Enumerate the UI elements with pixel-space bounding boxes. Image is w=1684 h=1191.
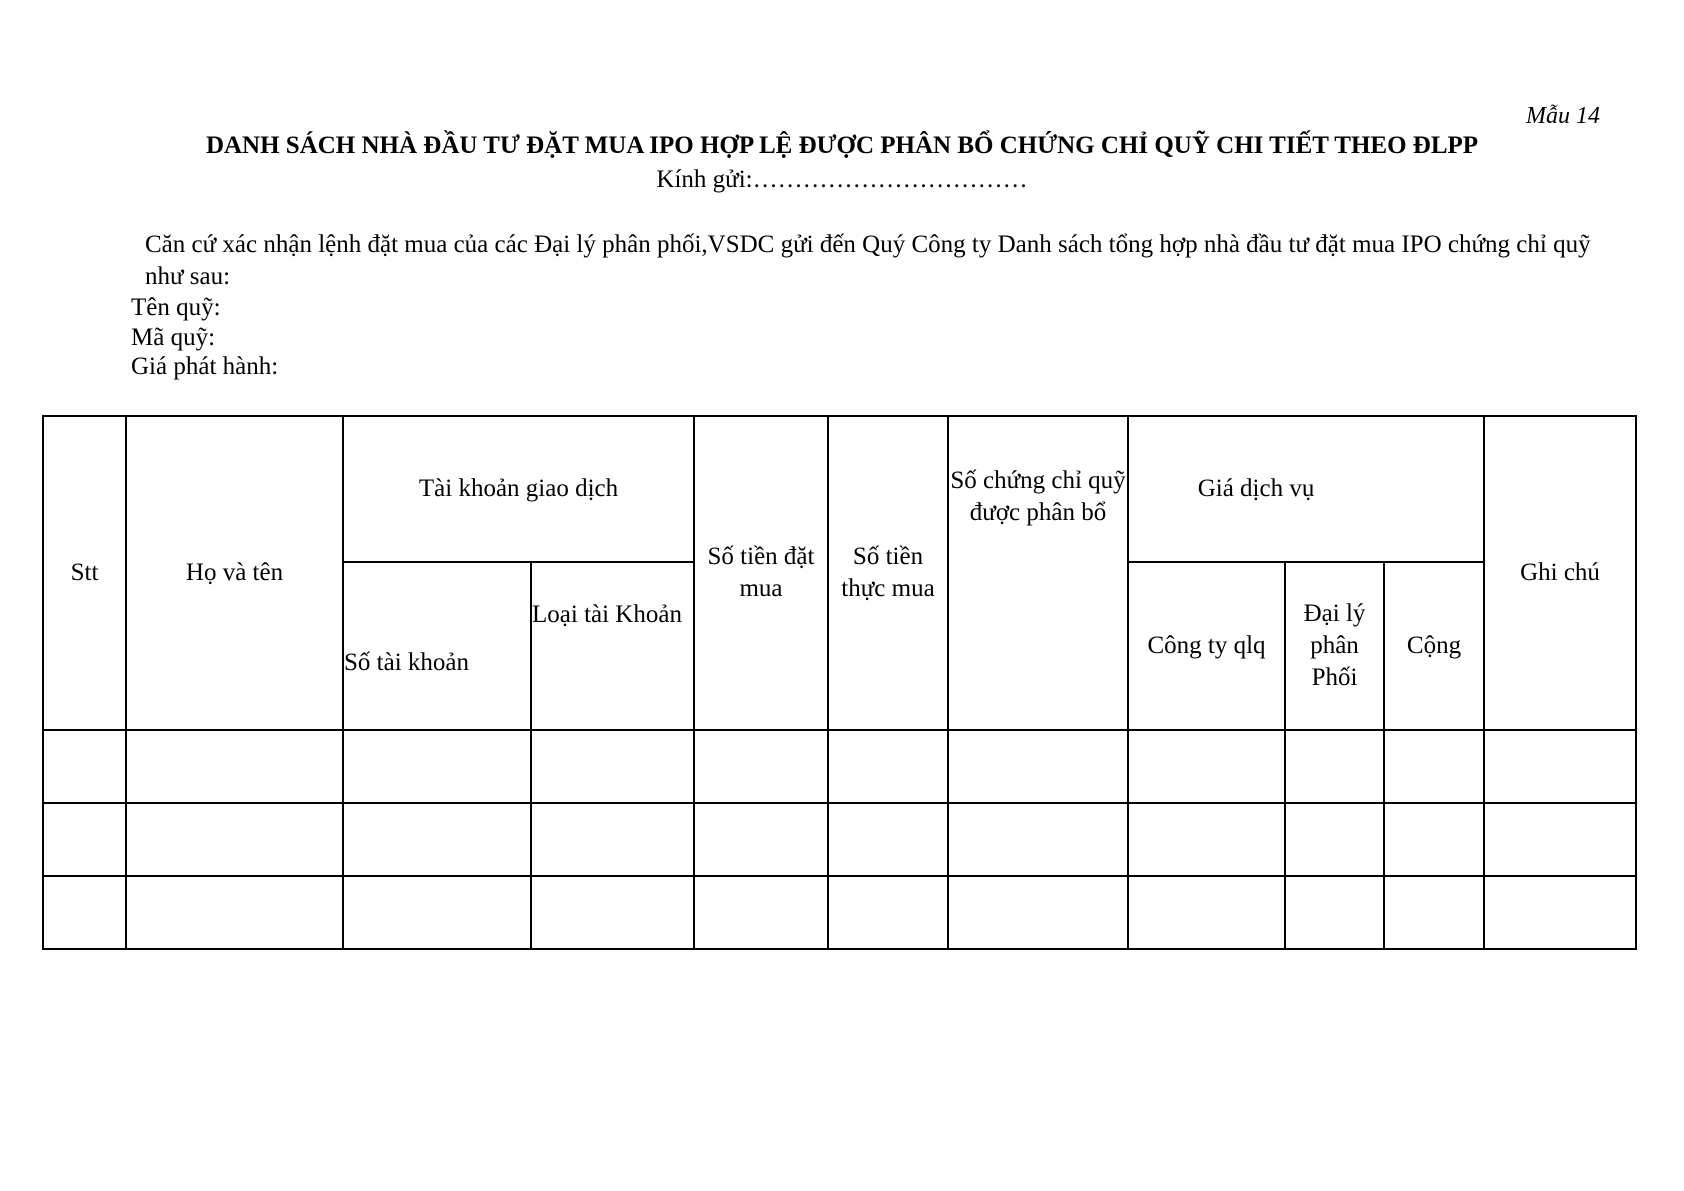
header-account-type: Loại tài Khoản — [531, 562, 694, 730]
table-cell — [126, 803, 343, 876]
table-cell — [1384, 876, 1484, 949]
table-row — [43, 803, 1636, 876]
table-cell — [694, 803, 828, 876]
fund-code-label: Mã quỹ: — [131, 324, 216, 351]
table-cell — [948, 876, 1128, 949]
header-notes: Ghi chú — [1484, 416, 1636, 730]
form-code: Mẫu 14 — [1526, 103, 1600, 129]
table-cell — [1285, 803, 1384, 876]
table-cell — [1384, 730, 1484, 803]
table-cell — [43, 803, 126, 876]
table-cell — [531, 876, 694, 949]
allocation-table — [42, 415, 1637, 950]
header-stt: Stt — [43, 416, 126, 730]
table-cell — [828, 876, 948, 949]
header-fund-company: Công ty qlq — [1128, 562, 1285, 730]
table-cell — [828, 730, 948, 803]
table-cell — [1484, 730, 1636, 803]
table-cell — [948, 730, 1128, 803]
table-cell — [1128, 803, 1285, 876]
table-cell — [1384, 803, 1484, 876]
table-row — [43, 730, 1636, 803]
table-row — [43, 876, 1636, 949]
header-trading-account: Tài khoản giao dịch — [343, 416, 694, 562]
header-service-fee: Giá dịch vụ — [1128, 416, 1484, 562]
table-cell — [343, 876, 531, 949]
table-cell — [43, 730, 126, 803]
table-cell — [531, 803, 694, 876]
table-cell — [1128, 876, 1285, 949]
table-cell — [1285, 876, 1384, 949]
header-order-amount: Số tiền đặt mua — [694, 416, 828, 730]
recipient-line: Kính gửi:…………………………… — [656, 166, 1028, 193]
table-cell — [43, 876, 126, 949]
header-account-number: Số tài khoản — [343, 562, 531, 730]
header-allocated-units: Số chứng chỉ quỹ được phân bổ — [948, 416, 1128, 730]
header-row-1 — [43, 416, 1636, 562]
table-cell — [343, 730, 531, 803]
table-cell — [694, 876, 828, 949]
header-total: Cộng — [1384, 562, 1484, 730]
document-title: DANH SÁCH NHÀ ĐẦU TƯ ĐẶT MUA IPO HỢP LỆ ĐƯỢC PHÂN BỔ CHỨNG CHỈ QUỸ CHI TIẾT THEO ĐLPP — [205, 132, 1479, 159]
issue-price-label: Giá phát hành: — [131, 353, 279, 380]
table-cell — [343, 803, 531, 876]
table-cell — [126, 730, 343, 803]
table-cell — [948, 803, 1128, 876]
header-name: Họ và tên — [126, 416, 343, 730]
table-cell — [1484, 876, 1636, 949]
table-cell — [1484, 803, 1636, 876]
table-cell — [126, 876, 343, 949]
table-cell — [694, 730, 828, 803]
fund-name-label: Tên quỹ: — [131, 294, 221, 321]
table-cell — [531, 730, 694, 803]
intro-paragraph: Căn cứ xác nhận lệnh đặt mua của các Đại lý phân phối,VSDC gửi đến Quý Công ty Danh sách tổng hợp nhà đầu tư đặt mua IPO chứng chỉ quỹ như sau: — [145, 231, 1591, 290]
table-cell — [828, 803, 948, 876]
header-actual-amount: Số tiền thực mua — [828, 416, 948, 730]
header-distributor: Đại lý phân Phối — [1285, 562, 1384, 730]
table-cell — [1128, 730, 1285, 803]
table-cell — [1285, 730, 1384, 803]
